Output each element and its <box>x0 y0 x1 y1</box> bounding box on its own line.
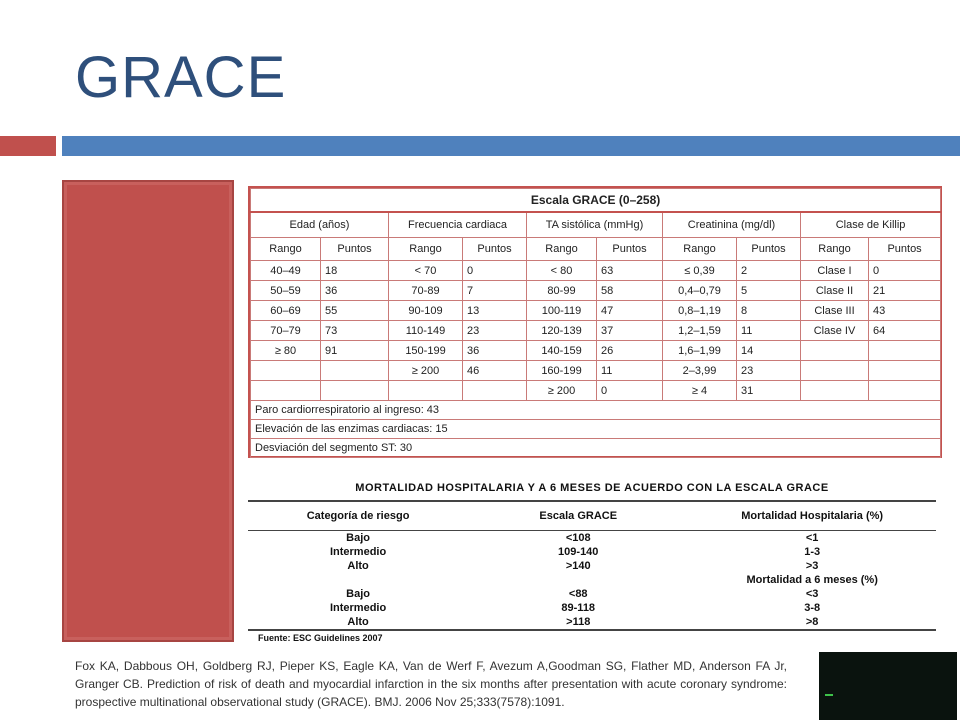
cell-hr-range: 70-89 <box>389 281 463 301</box>
cell-killip-range <box>801 341 869 361</box>
cell-killip-points: 21 <box>869 281 941 301</box>
cell-age-points: 36 <box>321 281 389 301</box>
cell-mortality-value: 3-8 <box>804 601 821 614</box>
cell-creat-points: 31 <box>737 381 801 401</box>
cell-creat-points: 23 <box>737 361 801 381</box>
cell-killip-range: Clase III <box>801 301 869 321</box>
cell-bp-points: 63 <box>597 261 663 281</box>
sub-header-range: Rango <box>801 238 869 261</box>
group-header-systolic-bp: TA sistólica (mmHg) <box>527 212 663 238</box>
cell-age-range: 50–59 <box>251 281 321 301</box>
cell-killip-range: Clase I <box>801 261 869 281</box>
cell-age-points: 55 <box>321 301 389 321</box>
sub-header-range: Rango <box>663 238 737 261</box>
mortality-row <box>248 545 936 559</box>
cell-bp-points: 47 <box>597 301 663 321</box>
cell-bp-range: 160-199 <box>527 361 597 381</box>
cell-creat-points: 2 <box>737 261 801 281</box>
sub-header-range: Rango <box>251 238 321 261</box>
cell-grace-score: <108 <box>565 531 591 544</box>
cell-mortality-value: 1-3 <box>804 545 821 558</box>
video-thumbnail[interactable] <box>819 652 957 720</box>
citation-text: Fox KA, Dabbous OH, Goldberg RJ, Pieper KS, Eagle KA, Van de Werf F, Avezum A,Goodman SG, Flather MD, Anderson FA Jr, Granger CB. Prediction of risk of death and myocardial infarction in the six months after presentation with acute coronary syndrome: prospective multinational observational study (GRACE). BMJ. 2006 Nov 25;333(7578):1091. <box>75 659 787 709</box>
cell-mortality-value: <3 <box>805 587 819 600</box>
cell-killip-range <box>801 361 869 381</box>
sub-header-points: Puntos <box>321 238 389 261</box>
grace-table-row <box>251 321 941 341</box>
cell-mortality-value: <1 <box>805 531 819 544</box>
group-header-killip: Clase de Killip <box>801 212 941 238</box>
grace-table-row <box>251 341 941 361</box>
mortality-row <box>248 615 936 629</box>
cell-killip-points: 64 <box>869 321 941 341</box>
cell-grace-score: 89-118 <box>561 601 596 614</box>
cell-bp-range: ≥ 200 <box>527 381 597 401</box>
cell-bp-points: 0 <box>597 381 663 401</box>
cell-risk-category: Intermedio <box>329 601 387 614</box>
cell-hr-range: 110-149 <box>389 321 463 341</box>
grace-table-row <box>251 361 941 381</box>
cell-creat-range: 1,2–1,59 <box>663 321 737 341</box>
cell-hr-points: 23 <box>463 321 527 341</box>
group-header-creatinine: Creatinina (mg/dl) <box>663 212 801 238</box>
mortality-row <box>248 587 936 601</box>
cell-risk-category: Alto <box>347 559 369 572</box>
slide-title: GRACE <box>75 45 287 110</box>
mortality-six-month-rows <box>248 587 936 629</box>
cell-killip-points <box>869 381 941 401</box>
cell-creat-range: 2–3,99 <box>663 361 737 381</box>
cell-killip-points <box>869 361 941 381</box>
cell-age-points <box>321 361 389 381</box>
cell-hr-points <box>463 381 527 401</box>
cell-age-points: 91 <box>321 341 389 361</box>
grace-table-row <box>251 261 941 281</box>
cell-killip-range: Clase IV <box>801 321 869 341</box>
cell-creat-range: ≤ 0,39 <box>663 261 737 281</box>
cell-bp-points: 37 <box>597 321 663 341</box>
cell-hr-range <box>389 381 463 401</box>
cell-age-points <box>321 381 389 401</box>
grace-table-row <box>251 301 941 321</box>
sub-header-range: Rango <box>527 238 597 261</box>
cell-age-range: 40–49 <box>251 261 321 281</box>
cell-bp-points: 26 <box>597 341 663 361</box>
cell-mortality-value: >8 <box>805 615 819 628</box>
cell-bp-range: 80-99 <box>527 281 597 301</box>
grace-scale-table <box>248 186 942 458</box>
sub-header-points: Puntos <box>463 238 527 261</box>
mortality-six-month-header: Mortalidad a 6 meses (%) <box>746 573 878 586</box>
cell-age-range: 70–79 <box>251 321 321 341</box>
extra-row-st-deviation: Desviación del segmento ST: 30 <box>251 439 941 458</box>
cell-hr-range: 90-109 <box>389 301 463 321</box>
cell-killip-points: 43 <box>869 301 941 321</box>
cell-creat-points: 8 <box>737 301 801 321</box>
grace-scale-caption: Escala GRACE (0–258) <box>251 189 941 213</box>
grace-scale-rows <box>251 261 941 401</box>
mortality-row <box>248 601 936 615</box>
video-marker <box>825 694 833 696</box>
mortality-row <box>248 559 936 573</box>
cell-bp-points: 58 <box>597 281 663 301</box>
mortality-hospital-rows <box>248 531 936 574</box>
sub-header-points: Puntos <box>737 238 801 261</box>
cell-hr-points: 46 <box>463 361 527 381</box>
cell-bp-range: 140-159 <box>527 341 597 361</box>
group-header-heart-rate: Frecuencia cardiaca <box>389 212 527 238</box>
sub-header-points: Puntos <box>869 238 941 261</box>
cell-creat-range: ≥ 4 <box>663 381 737 401</box>
cell-grace-score: >140 <box>565 559 591 572</box>
cell-creat-range: 1,6–1,99 <box>663 341 737 361</box>
cell-creat-range: 0,4–0,79 <box>663 281 737 301</box>
cell-risk-category: Intermedio <box>329 545 387 558</box>
cell-creat-points: 5 <box>737 281 801 301</box>
cell-risk-category: Alto <box>347 615 369 628</box>
sub-header-points: Puntos <box>597 238 663 261</box>
cell-creat-points: 14 <box>737 341 801 361</box>
cell-killip-range: Clase II <box>801 281 869 301</box>
cell-age-points: 18 <box>321 261 389 281</box>
cell-grace-score: 109-140 <box>558 545 599 558</box>
mortality-row <box>248 531 936 546</box>
cell-killip-range <box>801 381 869 401</box>
cell-hr-range: 150-199 <box>389 341 463 361</box>
cell-creat-range: 0,8–1,19 <box>663 301 737 321</box>
mortality-header-grace: Escala GRACE <box>468 502 688 531</box>
cell-grace-score: >118 <box>566 615 591 628</box>
mortality-table <box>248 502 936 629</box>
cell-hr-range: < 70 <box>389 261 463 281</box>
accent-bar-red <box>0 136 56 156</box>
grace-table-row <box>251 381 941 401</box>
cell-age-points: 73 <box>321 321 389 341</box>
group-header-age: Edad (años) <box>251 212 389 238</box>
cell-hr-range: ≥ 200 <box>389 361 463 381</box>
cell-hr-points: 36 <box>463 341 527 361</box>
cell-age-range <box>251 381 321 401</box>
cell-creat-points: 11 <box>737 321 801 341</box>
sub-header-range: Rango <box>389 238 463 261</box>
mortality-header-category: Categoría de riesgo <box>248 502 468 531</box>
cell-age-range <box>251 361 321 381</box>
mortality-table-block <box>248 468 936 644</box>
cell-bp-range: 100-119 <box>527 301 597 321</box>
cell-age-range: 60–69 <box>251 301 321 321</box>
mortality-source: Fuente: ESC Guidelines 2007 <box>248 629 936 643</box>
cell-grace-score: <88 <box>568 587 588 600</box>
mortality-title: MORTALIDAD HOSPITALARIA Y A 6 MESES DE ACUERDO CON LA ESCALA GRACE <box>248 468 936 502</box>
mortality-header-hospital: Mortalidad Hospitalaria (%) <box>688 502 936 531</box>
cell-hr-points: 0 <box>463 261 527 281</box>
cell-killip-points: 0 <box>869 261 941 281</box>
extra-row-cardiac-enzymes: Elevación de las enzimas cardiacas: 15 <box>251 420 941 439</box>
cell-age-range: ≥ 80 <box>251 341 321 361</box>
cell-bp-range: 120-139 <box>527 321 597 341</box>
extra-row-cardiac-arrest: Paro cardiorrespiratorio al ingreso: 43 <box>251 401 941 420</box>
grace-table-row <box>251 281 941 301</box>
cell-hr-points: 7 <box>463 281 527 301</box>
accent-bar-blue <box>62 136 960 156</box>
cell-hr-points: 13 <box>463 301 527 321</box>
cell-killip-points <box>869 341 941 361</box>
cell-mortality-value: >3 <box>805 559 819 572</box>
decorative-red-panel <box>62 180 234 642</box>
cell-risk-category: Bajo <box>346 587 370 600</box>
cell-bp-range: < 80 <box>527 261 597 281</box>
cell-bp-points: 11 <box>597 361 663 381</box>
cell-risk-category: Bajo <box>346 531 370 544</box>
